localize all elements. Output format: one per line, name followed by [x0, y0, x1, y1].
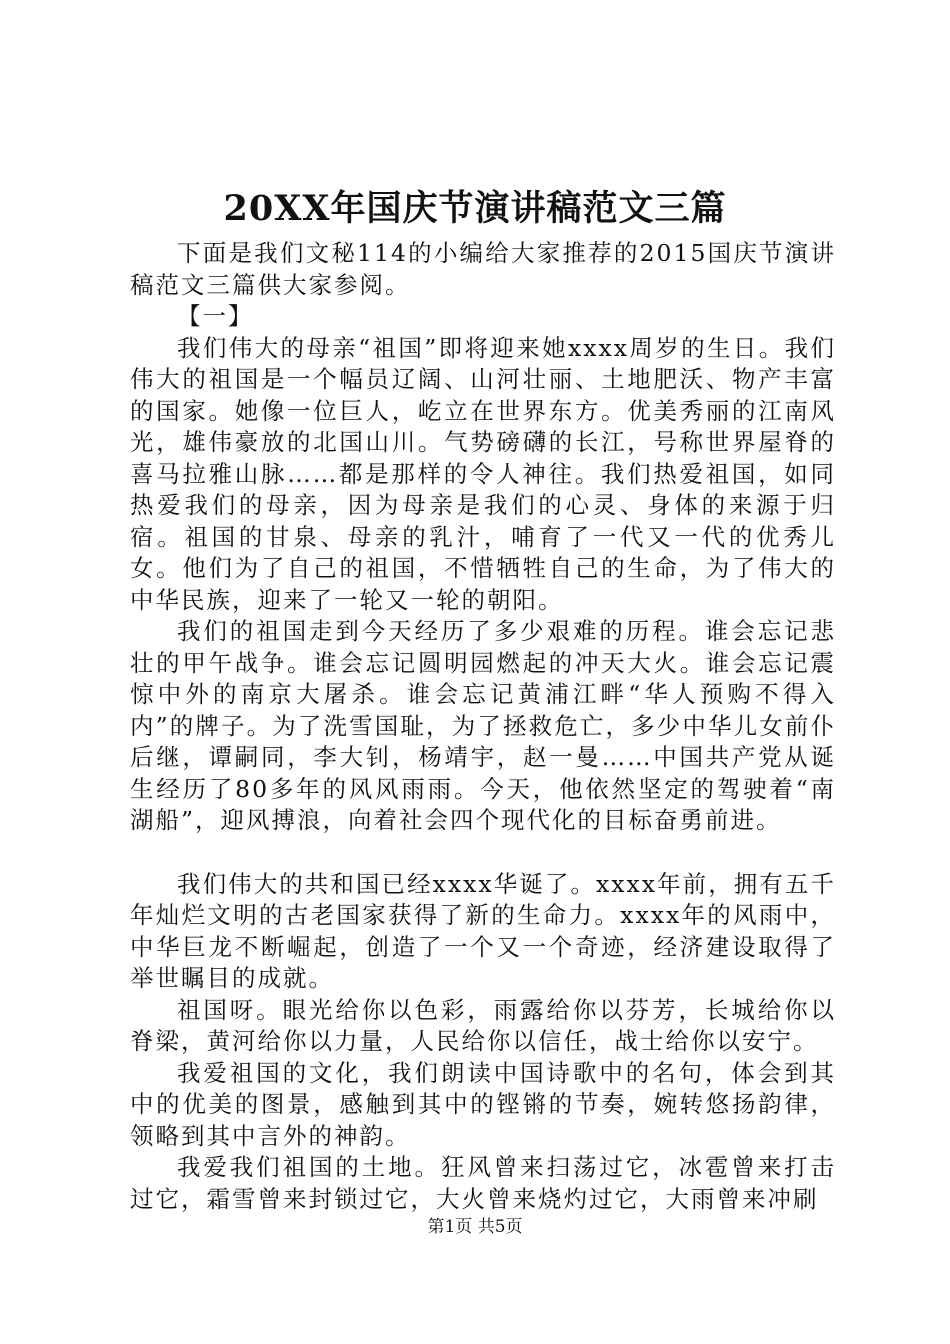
paragraph: 我们伟大的共和国已经xxxx华诞了。xxxx年前，拥有五千年灿烂文明的古老国家获得了新的生命力。xxxx年的风雨中，中华巨龙不断崛起，创造了一个又一个奇迹，经济建设取得了举世瞩目的成就。: [130, 869, 836, 992]
document-title: 20XX年国庆节演讲稿范文三篇: [223, 188, 727, 229]
paragraph: 我爱我们祖国的土地。狂风曾来扫荡过它，冰雹曾来打击过它，霜雪曾来封锁过它，大火曾来烧灼过它，大雨曾来冲刷: [130, 1153, 836, 1213]
paragraph: 我们伟大的母亲“祖国”即将迎来她xxxx周岁的生日。我们伟大的祖国是一个幅员辽阔、山河壮丽、土地肥沃、物产丰富的国家。她像一位巨人，屹立在世界东方。优美秀丽的江南风光，雄伟豪放的北国山川。气势磅礴的长江，号称世界屋脊的喜马拉雅山脉……都是那样的令人神往。我们热爱祖国，如同热爱我们的母亲，因为母亲是我们的心灵、身体的来源于归宿。祖国的甘泉、母亲的乳汁，哺育了一代又一代的优秀儿女。他们为了自己的祖国，不惜牺牲自己的生命，为了伟大的中华民族，迎来了一轮又一轮的朝阳。: [130, 333, 836, 614]
document-body: [130, 238, 836, 1215]
paragraph-gap: [130, 837, 836, 869]
section-heading: 【一】: [177, 302, 254, 330]
intro-paragraph: 下面是我们文秘114的小编给大家推荐的2015国庆节演讲稿范文三篇供大家参阅。: [130, 239, 836, 299]
page-footer: 第1页 共5页: [427, 1217, 523, 1237]
paragraph: 祖国呀。眼光给你以色彩，雨露给你以芬芳，长城给你以脊梁，黄河给你以力量，人民给你以信任，战士给你以安宁。: [130, 995, 836, 1055]
paragraph: 我爱祖国的文化，我们朗读中国诗歌中的名句，体会到其中的优美的图景，感触到其中的铿锵的节奏，婉转悠扬韵律，领略到其中言外的神韵。: [130, 1058, 836, 1150]
paragraph: 我们的祖国走到今天经历了多少艰难的历程。谁会忘记悲壮的甲午战争。谁会忘记圆明园燃起的冲天大火。谁会忘记震惊中外的南京大屠杀。谁会忘记黄浦江畔“华人预购不得入内”的牌子。为了洗雪国耻，为了拯救危亡，多少中华儿女前仆后继，谭嗣同，李大钊，杨靖宇，赵一曼……中国共产党从诞生经历了80多年的风风雨雨。今天，他依然坚定的驾驶着“南湖船”，迎风搏浪，向着社会四个现代化的目标奋勇前进。: [130, 617, 836, 834]
